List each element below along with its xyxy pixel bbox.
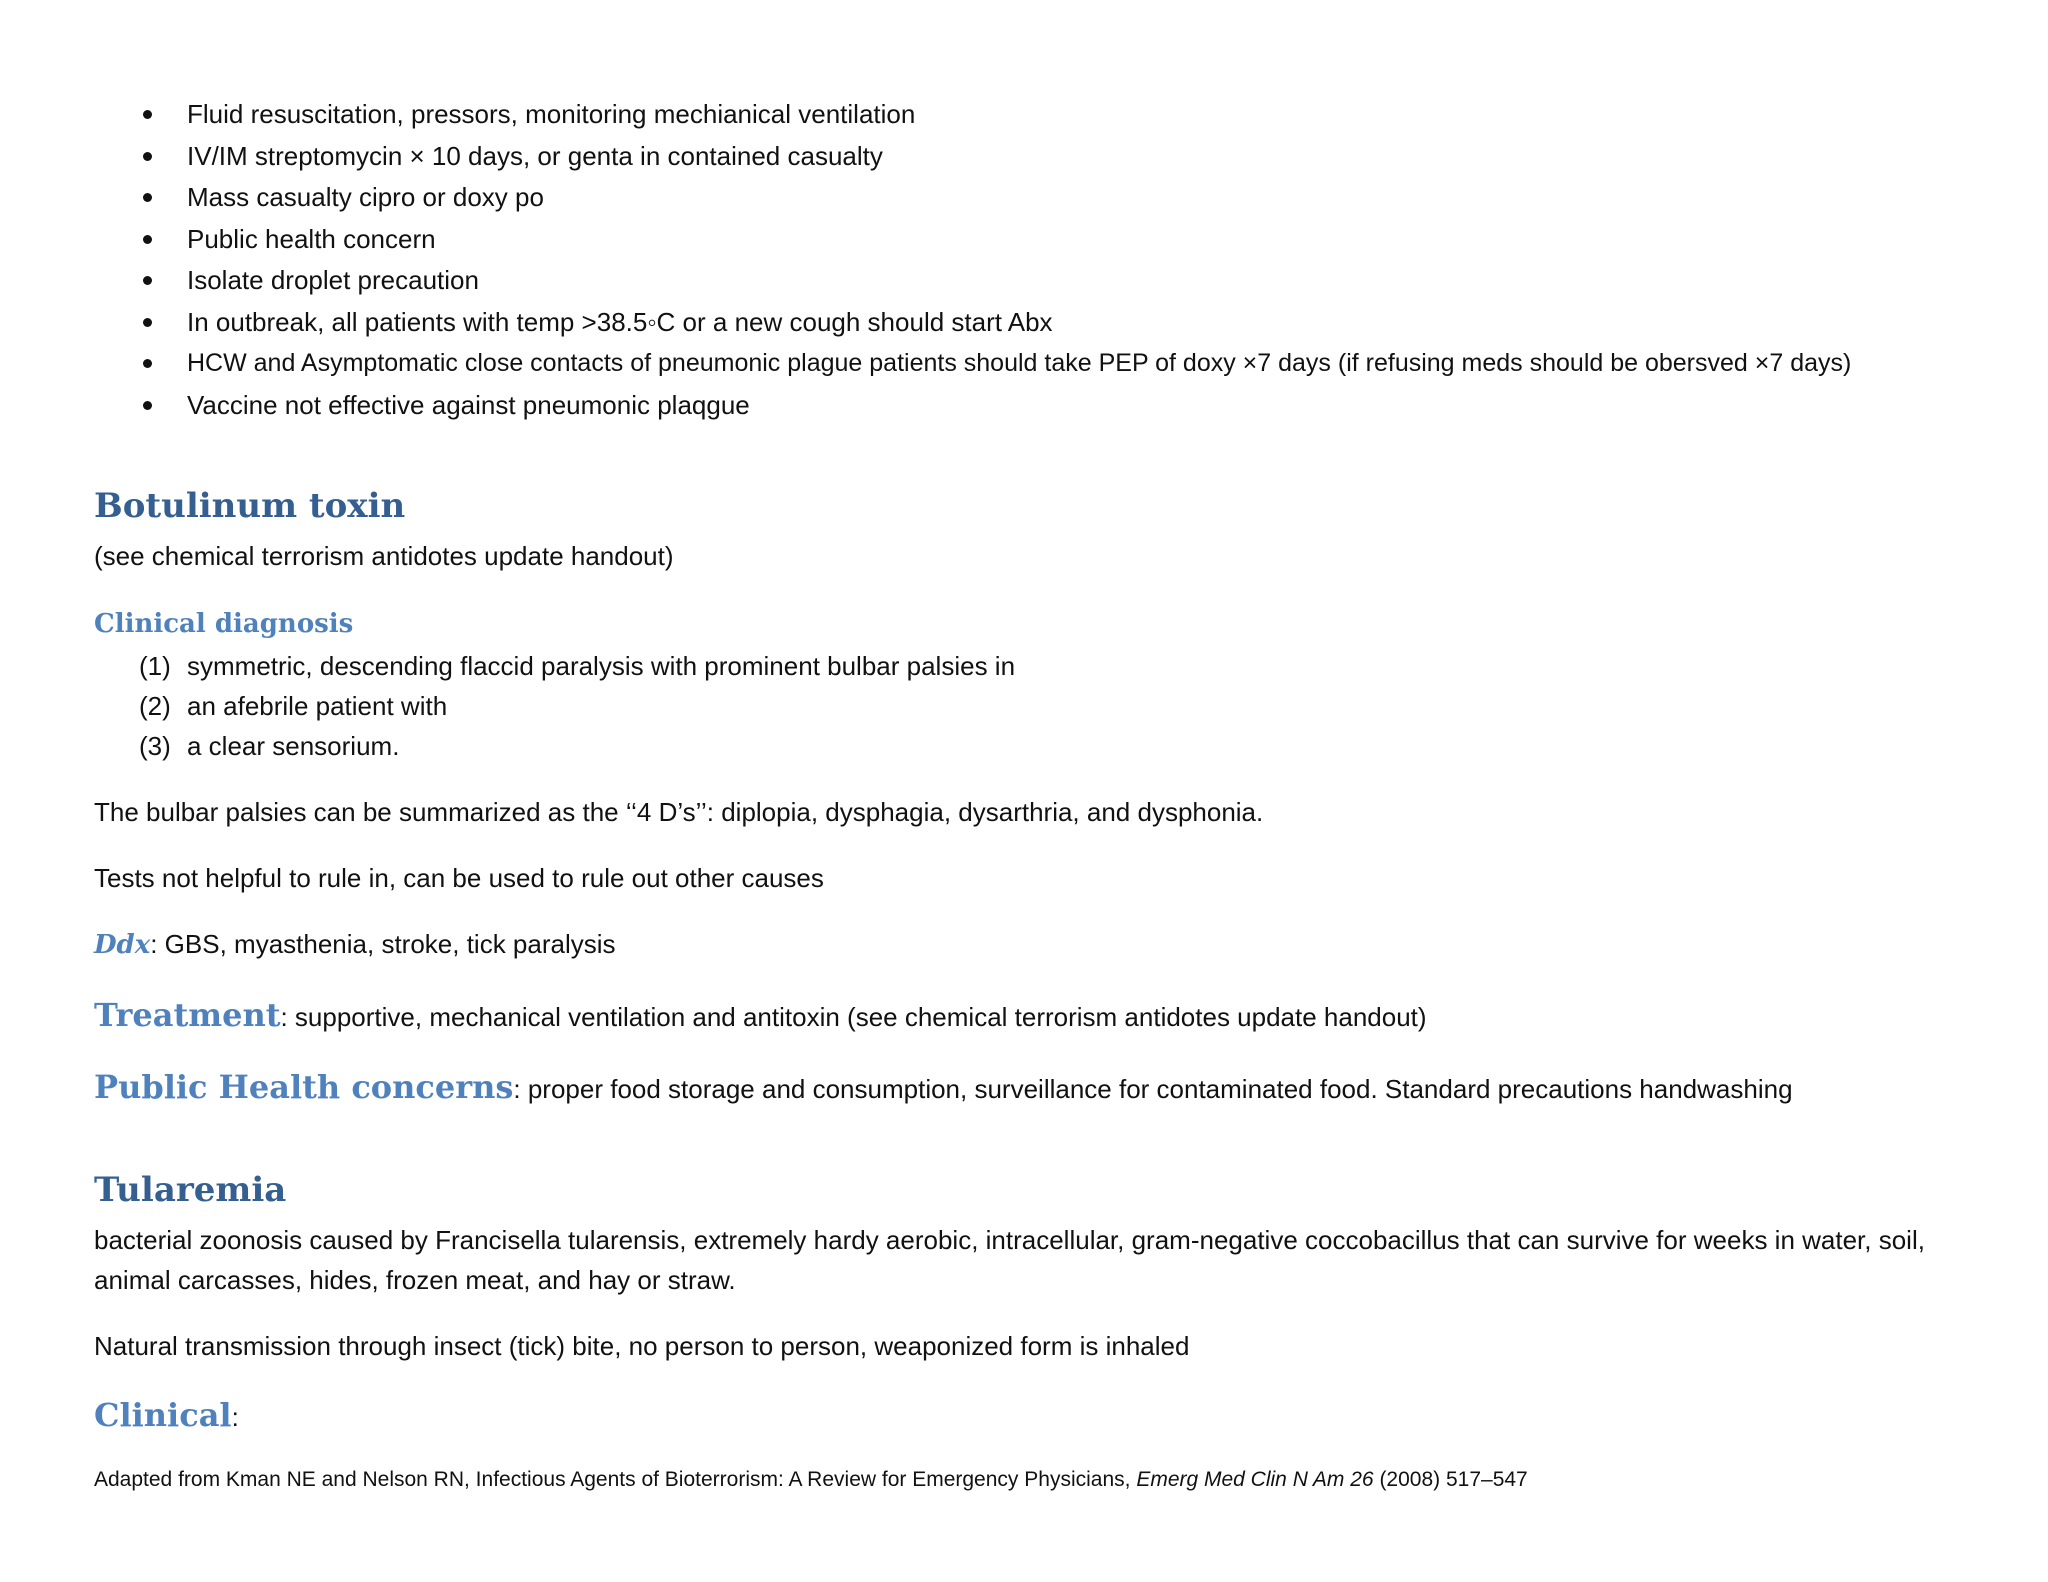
- ddx-text: : GBS, myasthenia, stroke, tick paralysis: [150, 929, 616, 959]
- tularemia-heading: Tularemia: [94, 1170, 287, 1210]
- citation-journal: Emerg Med Clin N Am 26: [1136, 1468, 1374, 1491]
- botulinum-heading: Botulinum toxin: [94, 486, 406, 526]
- list-item: Mass casualty cipro or doxy po: [137, 177, 1851, 219]
- list-item: IV/IM streptomycin × 10 days, or genta in contained casualty: [137, 136, 1851, 178]
- transmission-text: Natural transmission through insect (tick) bite, no person to person, weaponized form is inhaled: [94, 1331, 1190, 1361]
- list-item: HCW and Asymptomatic close contacts of pneumonic plague patients should take PEP of doxy ×7 days (if refusing meds should be obersved ×7 days): [137, 343, 1851, 385]
- treatment-label: Treatment: [94, 996, 281, 1034]
- tularemia-description-line2: animal carcasses, hides, frozen meat, and hay or straw.: [94, 1265, 736, 1295]
- tularemia-description-line1: bacterial zoonosis caused by Francisella tularensis, extremely hardy aerobic, intracellular, gram-negative coccobacillus that can survive for weeks in water, soil,: [94, 1225, 1925, 1255]
- list-item: Fluid resuscitation, pressors, monitoring mechianical ventilation: [137, 94, 1851, 136]
- clinical-colon: :: [231, 1402, 239, 1432]
- public-health-paragraph: [94, 1064, 1793, 1112]
- clinical-paragraph: [94, 1392, 239, 1440]
- clinical-diagnosis-heading: Clinical diagnosis: [94, 609, 354, 639]
- item-text: a clear sensorium.: [187, 731, 400, 761]
- treatment-paragraph: [94, 992, 1427, 1040]
- list-item: Public health concern: [137, 219, 1851, 261]
- public-health-label: Public Health concerns: [94, 1068, 514, 1106]
- list-item: [139, 726, 1015, 766]
- citation-footer: [94, 1468, 1528, 1492]
- citation-suffix: (2008) 517–547: [1373, 1468, 1528, 1491]
- bulbar-palsies-text: The bulbar palsies can be summarized as the ‘‘4 D’s’’: diplopia, dysphagia, dysarthria, and dysphonia.: [94, 797, 1264, 827]
- item-text: symmetric, descending flaccid paralysis with prominent bulbar palsies in: [187, 651, 1016, 681]
- diagnostic-criteria-list: [139, 646, 1015, 766]
- botulinum-note: (see chemical terrorism antidotes update handout): [94, 541, 674, 571]
- list-item: Vaccine not effective against pneumonic plaqgue: [137, 385, 1851, 427]
- treatment-text: : supportive, mechanical ventilation and antitoxin (see chemical terrorism antidotes update handout): [280, 1002, 1427, 1032]
- list-item: Isolate droplet precaution: [137, 260, 1851, 302]
- plague-management-list: [137, 94, 1851, 426]
- clinical-label: Clinical: [94, 1396, 232, 1434]
- citation-prefix: Adapted from Kman NE and Nelson RN, Infectious Agents of Bioterrorism: A Review for Emergency Physicians,: [94, 1468, 1137, 1491]
- public-health-text: : proper food storage and consumption, surveillance for contaminated food. Standard precautions handwashing: [513, 1074, 1793, 1104]
- list-item: [139, 686, 1015, 726]
- item-number: (3): [139, 731, 171, 761]
- item-text: an afebrile patient with: [187, 691, 448, 721]
- list-item: In outbreak, all patients with temp >38.5◦C or a new cough should start Abx: [137, 302, 1851, 344]
- ddx-paragraph: [94, 924, 616, 965]
- item-number: (1): [139, 651, 171, 681]
- item-number: (2): [139, 691, 171, 721]
- ddx-label: Ddx: [94, 930, 151, 960]
- tests-text: Tests not helpful to rule in, can be used to rule out other causes: [94, 863, 824, 893]
- list-item: [139, 646, 1015, 686]
